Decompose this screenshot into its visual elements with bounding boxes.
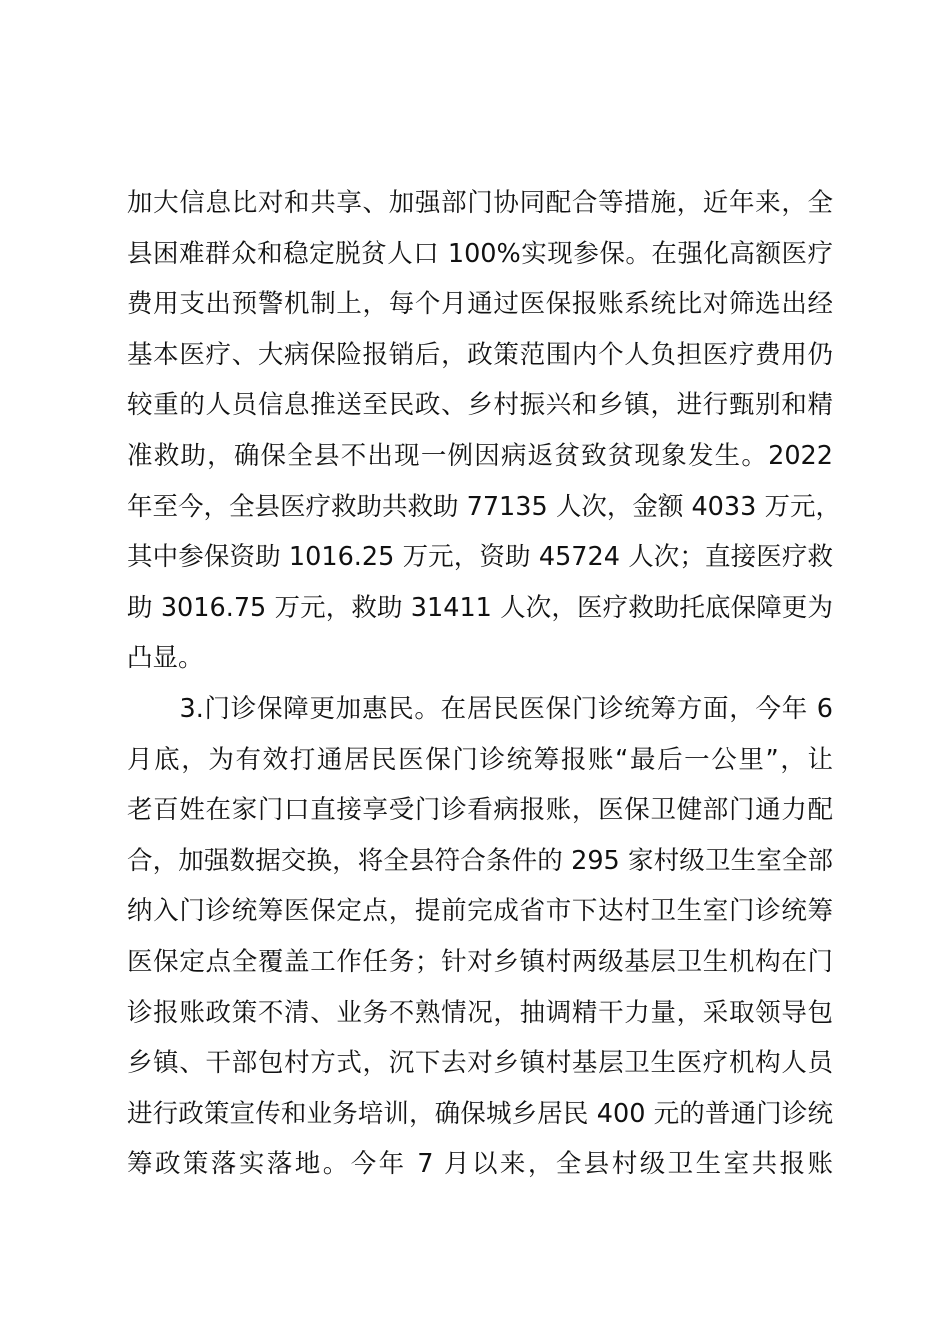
text-line: 县困难群众和稳定脱贫人口 100%实现参保。在强化高额医疗 bbox=[127, 238, 833, 269]
text-line: 助 3016.75 万元，救助 31411 人次，医疗救助托底保障更为 bbox=[127, 592, 833, 623]
text-line: 费用支出预警机制上，每个月通过医保报账系统比对筛选出经 bbox=[127, 289, 833, 320]
text-line: 基本医疗、大病保险报销后，政策范围内个人负担医疗费用仍 bbox=[127, 339, 833, 370]
text-line: 加大信息比对和共享、加强部门协同配合等措施，近年来，全 bbox=[127, 188, 833, 218]
text-line: 合，加强数据交换，将全县符合条件的 295 家村级卫生室全部 bbox=[127, 845, 833, 876]
text-line: 乡镇、干部包村方式，沉下去对乡镇村基层卫生医疗机构人员 bbox=[127, 1048, 833, 1079]
text-line: 准救助，确保全县不出现一例因病返贫致贫现象发生。2022 bbox=[127, 440, 833, 471]
text-line: 纳入门诊统筹医保定点，提前完成省市下达村卫生室门诊统筹 bbox=[127, 896, 833, 927]
text-line: 月底，为有效打通居民医保门诊统筹报账“最后一公里”，让 bbox=[127, 744, 833, 775]
text-line: 凸显。 bbox=[127, 643, 204, 674]
text-line: 3.门诊保障更加惠民。在居民医保门诊统筹方面，今年 6 bbox=[127, 693, 833, 724]
text-line: 较重的人员信息推送至民政、乡村振兴和乡镇，进行甄别和精 bbox=[127, 390, 833, 421]
text-line: 筹政策落实落地。今年 7 月以来，全县村级卫生室共报账 bbox=[127, 1149, 833, 1180]
text-line: 医保定点全覆盖工作任务；针对乡镇村两级基层卫生机构在门 bbox=[127, 946, 833, 977]
text-line: 其中参保资助 1016.25 万元，资助 45724 人次；直接医疗救 bbox=[127, 542, 833, 573]
text-line: 年至今，全县医疗救助共救助 77135 人次，金额 4033 万元， bbox=[127, 491, 841, 522]
text-line: 诊报账政策不清、业务不熟情况，抽调精干力量，采取领导包 bbox=[127, 997, 833, 1028]
text-line: 老百姓在家门口直接享受门诊看病报账，医保卫健部门通力配 bbox=[127, 795, 833, 826]
body-text bbox=[127, 178, 841, 1190]
text-line: 进行政策宣传和业务培训，确保城乡居民 400 元的普通门诊统 bbox=[127, 1098, 833, 1129]
